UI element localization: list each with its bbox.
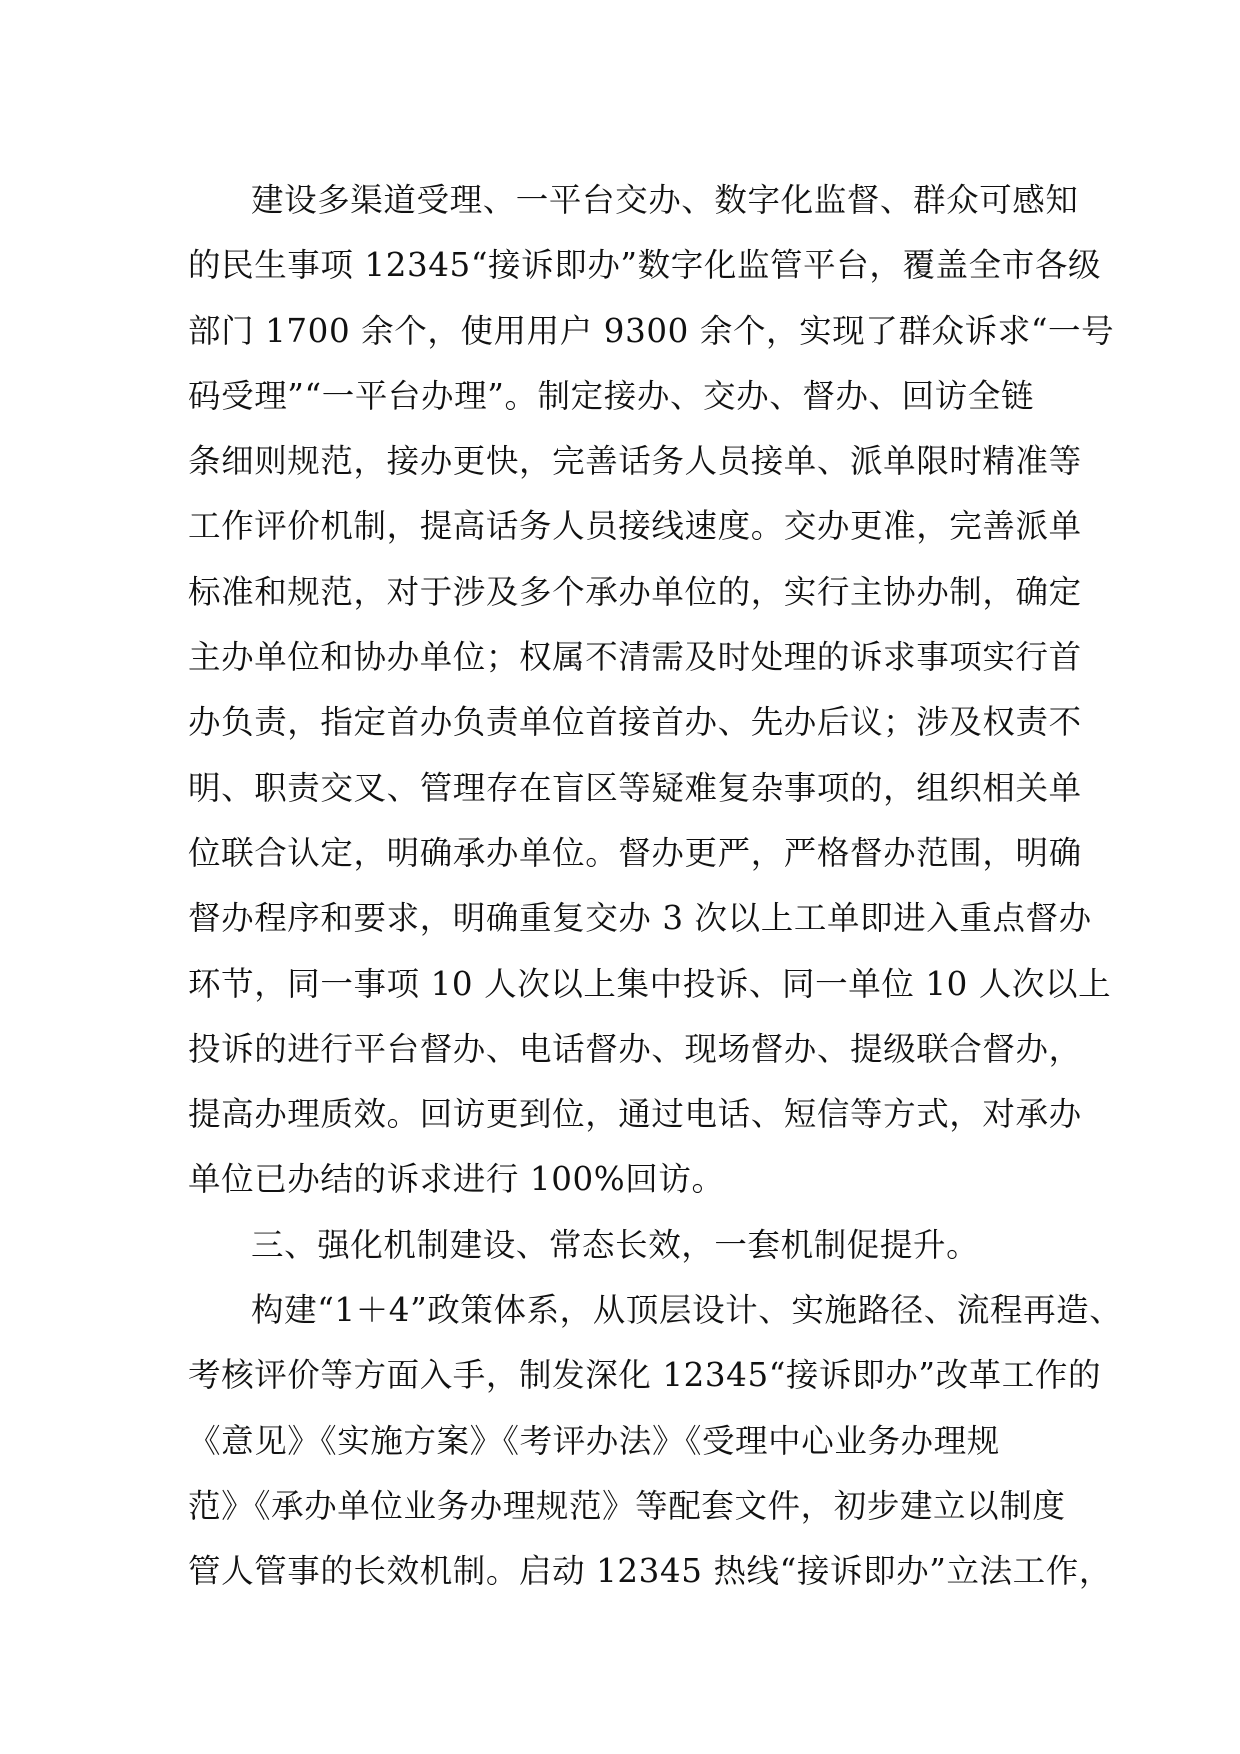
- text-line: 工作评价机制，提高话务人员接线速度。交办更准，完善派单: [188, 507, 1082, 546]
- paragraph-platform-construction: [188, 168, 1115, 1213]
- text-line: 码受理”“一平台办理”。制定接办、交办、督办、回访全链: [188, 376, 1035, 415]
- text-line: 部门 1700 余个，使用用户 9300 余个，实现了群众诉求“一号: [188, 311, 1115, 350]
- text-line: 主办单位和协办单位；权属不清需及时处理的诉求事项实行首: [188, 638, 1082, 677]
- paragraph-policy-system: [188, 1278, 1123, 1604]
- document-body: [188, 168, 1123, 1605]
- text-line: 明、职责交叉、管理存在盲区等疑难复杂事项的，组织相关单: [188, 768, 1082, 807]
- text-line: 督办程序和要求，明确重复交办 3 次以上工单即进入重点督办: [188, 899, 1092, 938]
- text-line: 标准和规范，对于涉及多个承办单位的，实行主协办制，确定: [188, 572, 1082, 611]
- text-line: 管人管事的长效机制。启动 12345 热线“接诉即办”立法工作，: [188, 1552, 1112, 1591]
- text-line: 单位已办结的诉求进行 100%回访。: [188, 1160, 725, 1199]
- text-line: 投诉的进行平台督办、电话督办、现场督办、提级联合督办，: [188, 1029, 1082, 1068]
- text-line: 环节，同一事项 10 人次以上集中投诉、同一单位 10 人次以上: [188, 964, 1112, 1003]
- section-heading: 三、强化机制建设、常态长效，一套机制促提升。: [251, 1225, 980, 1264]
- text-line: 的民生事项 12345“接诉即办”数字化监管平台，覆盖全市各级: [188, 246, 1102, 285]
- text-line: 条细则规范，接办更快，完善话务人员接单、派单限时精准等: [188, 442, 1082, 481]
- text-line: 范》《承办单位业务办理规范》等配套文件，初步建立以制度: [188, 1486, 1066, 1525]
- text-line: 考核评价等方面入手，制发深化 12345“接诉即办”改革工作的: [188, 1356, 1102, 1395]
- text-line: 位联合认定，明确承办单位。督办更严，严格督办范围，明确: [188, 833, 1082, 872]
- text-line: 建设多渠道受理、一平台交办、数字化监督、群众可感知: [251, 181, 1079, 219]
- text-line: 办负责，指定首办负责单位首接首办、先办后议；涉及权责不: [188, 703, 1082, 742]
- text-line: 构建“1＋4”政策体系，从顶层设计、实施路径、流程再造、: [251, 1291, 1123, 1330]
- text-line: 《意见》《实施方案》《考评办法》《受理中心业务办理规: [188, 1421, 1000, 1460]
- text-line: 提高办理质效。回访更到位，通过电话、短信等方式，对承办: [188, 1095, 1082, 1134]
